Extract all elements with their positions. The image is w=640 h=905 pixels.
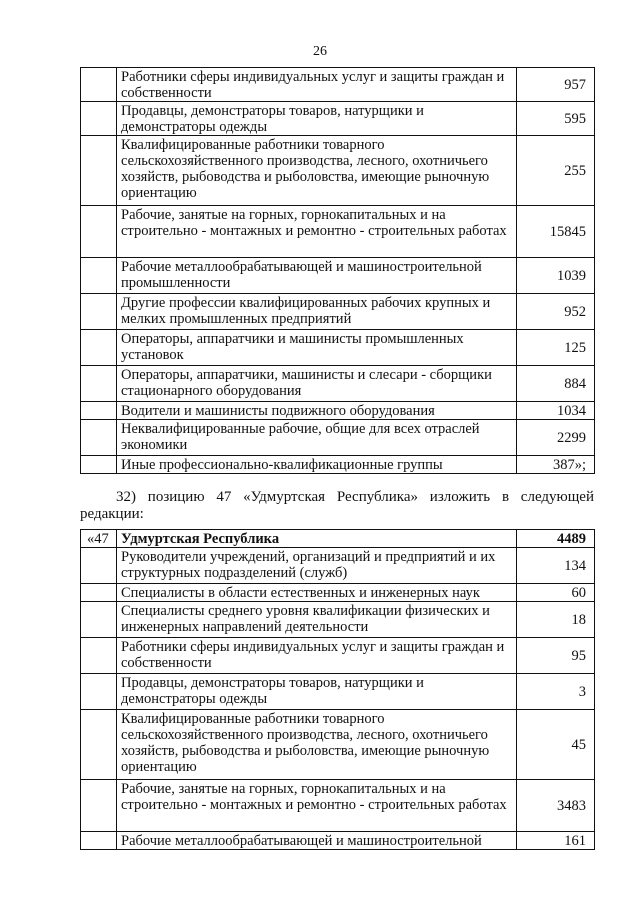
occupation-name-cell: Иные профессионально-квалификационные группы (117, 456, 517, 474)
occupation-name-cell: Руководители учреждений, организаций и предприятий и их структурных подразделений (служб) (117, 548, 517, 584)
occupation-name-cell: Рабочие, занятые на горных, горнокапитальных и на строительно - монтажных и ремонтно - строительных работах (117, 206, 517, 258)
table-row (81, 832, 595, 850)
position-code: «47 (81, 530, 117, 548)
table-row (81, 366, 595, 402)
count-cell: 161 (517, 832, 595, 850)
table-row (81, 780, 595, 832)
code-cell (81, 456, 117, 474)
code-cell (81, 136, 117, 206)
count-cell: 952 (517, 294, 595, 330)
code-cell (81, 602, 117, 638)
code-cell (81, 206, 117, 258)
count-cell: 125 (517, 330, 595, 366)
udmurt-republic-table (80, 529, 595, 850)
count-cell: 60 (517, 584, 595, 602)
occupation-name-cell: Другие профессии квалифицированных рабочих крупных и мелких промышленных предприятий (117, 294, 517, 330)
count-cell: 95 (517, 638, 595, 674)
occupation-name-cell: Водители и машинисты подвижного оборудования (117, 402, 517, 420)
count-cell: 255 (517, 136, 595, 206)
occupation-name-cell: Неквалифицированные рабочие, общие для всех отраслей экономики (117, 420, 517, 456)
occupation-name-cell: Продавцы, демонстраторы товаров, натурщики и демонстраторы одежды (117, 102, 517, 136)
occupation-name-cell: Операторы, аппаратчики и машинисты промышленных установок (117, 330, 517, 366)
occupation-name-cell: Работники сферы индивидуальных услуг и защиты граждан и собственности (117, 638, 517, 674)
occupation-name-cell: Рабочие металлообрабатывающей и машиностроительной промышленности (117, 258, 517, 294)
occupation-name-cell: Работники сферы индивидуальных услуг и защиты граждан и собственности (117, 68, 517, 102)
count-cell: 595 (517, 102, 595, 136)
count-cell: 18 (517, 602, 595, 638)
code-cell (81, 366, 117, 402)
table-row (81, 638, 595, 674)
count-cell: 884 (517, 366, 595, 402)
table-row (81, 402, 595, 420)
table-row (81, 710, 595, 780)
table-row (81, 68, 595, 102)
occupation-name-cell: Рабочие, занятые на горных, горнокапитальных и на строительно - монтажных и ремонтно - строительных работах (117, 780, 517, 832)
occupation-name-cell: Рабочие металлообрабатывающей и машиностроительной (117, 832, 517, 850)
code-cell (81, 102, 117, 136)
occupation-name-cell: Квалифицированные работники товарного сельскохозяйственного производства, лесного, охотничьего хозяйств, рыбоводства и рыболовства, имеющие рыночную ориентацию (117, 710, 517, 780)
count-cell: 3 (517, 674, 595, 710)
code-cell (81, 674, 117, 710)
table-row (81, 294, 595, 330)
code-cell (81, 780, 117, 832)
code-cell (81, 548, 117, 584)
code-cell (81, 294, 117, 330)
region-total: 4489 (517, 530, 595, 548)
table-row (81, 136, 595, 206)
code-cell (81, 330, 117, 366)
code-cell (81, 258, 117, 294)
count-cell: 15845 (517, 206, 595, 258)
count-cell: 387»; (517, 456, 595, 474)
count-cell: 1039 (517, 258, 595, 294)
table-row (81, 420, 595, 456)
code-cell (81, 832, 117, 850)
table-row (81, 206, 595, 258)
code-cell (81, 638, 117, 674)
code-cell (81, 402, 117, 420)
table-header-row (81, 530, 595, 548)
count-cell: 2299 (517, 420, 595, 456)
table-row (81, 258, 595, 294)
occupation-name-cell: Квалифицированные работники товарного сельскохозяйственного производства, лесного, охотничьего хозяйств, рыбоводства и рыболовства, имеющие рыночную ориентацию (117, 136, 517, 206)
count-cell: 45 (517, 710, 595, 780)
occupations-table-continued (80, 67, 595, 474)
table-row (81, 674, 595, 710)
code-cell (81, 584, 117, 602)
code-cell (81, 710, 117, 780)
table-row (81, 584, 595, 602)
occupation-name-cell: Специалисты в области естественных и инженерных наук (117, 584, 517, 602)
occupation-name-cell: Продавцы, демонстраторы товаров, натурщики и демонстраторы одежды (117, 674, 517, 710)
region-name: Удмуртская Республика (117, 530, 517, 548)
page-number: 26 (313, 44, 327, 59)
count-cell: 957 (517, 68, 595, 102)
occupation-name-cell: Специалисты среднего уровня квалификации физических и инженерных направлений деятельности (117, 602, 517, 638)
code-cell (81, 420, 117, 456)
occupation-name-cell: Операторы, аппаратчики, машинисты и слесари - сборщики стационарного оборудования (117, 366, 517, 402)
table-row (81, 456, 595, 474)
count-cell: 3483 (517, 780, 595, 832)
count-cell: 1034 (517, 402, 595, 420)
count-cell: 134 (517, 548, 595, 584)
table-row (81, 102, 595, 136)
table-row (81, 602, 595, 638)
code-cell (81, 68, 117, 102)
amendment-paragraph: 32) позицию 47 «Удмуртская Республика» изложить в следующей редакции: (80, 489, 594, 522)
table-row (81, 548, 595, 584)
table-row (81, 330, 595, 366)
